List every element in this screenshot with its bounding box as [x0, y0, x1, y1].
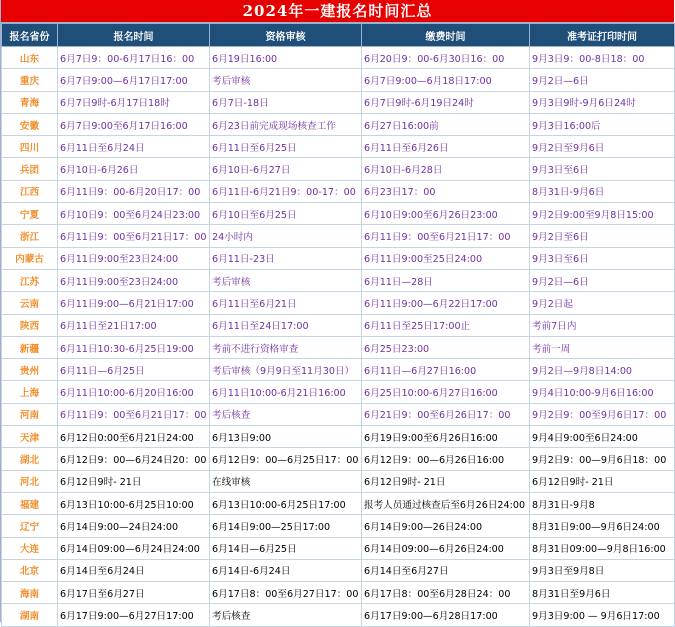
- qualification-review-cell[interactable]: 6月7日-18日: [210, 91, 362, 113]
- payment-time-cell[interactable]: 6月7日9:00—6月18日17:00: [362, 69, 530, 91]
- payment-time-cell[interactable]: 6月14日09:00—6月26日24:00: [362, 537, 530, 559]
- province-cell[interactable]: 新疆: [2, 336, 58, 358]
- admit-card-time-cell[interactable]: 9月2日起: [530, 292, 675, 314]
- admit-card-time-cell[interactable]: 9月2日—6日: [530, 269, 675, 291]
- province-cell[interactable]: 山东: [2, 47, 58, 69]
- admit-card-time-cell[interactable]: 9月2日至9月6日: [530, 136, 675, 158]
- payment-time-cell[interactable]: 6月12日9时- 21日: [362, 470, 530, 492]
- table-row: [2, 470, 675, 492]
- registration-time-cell[interactable]: 6月12日0:00至6月21日24:00: [58, 426, 210, 448]
- table-row: [2, 359, 675, 381]
- qualification-review-cell[interactable]: 6月17日8：00至6月27日17：00: [210, 582, 362, 604]
- table-row: [2, 113, 675, 135]
- registration-time-cell[interactable]: 6月11日9:00—6月21日17:00: [58, 292, 210, 314]
- admit-card-time-cell[interactable]: 9月3日至6日: [530, 247, 675, 269]
- admit-card-time-cell[interactable]: 9月2日9：00—9月6日18：00: [530, 448, 675, 470]
- payment-time-cell[interactable]: 6月17日9:00—6月28日17:00: [362, 604, 530, 626]
- qualification-review-cell[interactable]: 考后审核（9月9日至11月30日）: [210, 359, 362, 381]
- registration-time-cell[interactable]: 6月14日09:00—6月24日24:00: [58, 537, 210, 559]
- payment-time-cell[interactable]: 6月14日9:00—26日24:00: [362, 515, 530, 537]
- province-cell[interactable]: 贵州: [2, 359, 58, 381]
- payment-time-cell[interactable]: 6月19日9:00至6月26日16:00: [362, 426, 530, 448]
- payment-time-cell[interactable]: 报考人员通过核查后至6月26日24:00: [362, 492, 530, 514]
- table-row: [2, 158, 675, 180]
- province-cell[interactable]: 青海: [2, 91, 58, 113]
- province-cell[interactable]: 江苏: [2, 269, 58, 291]
- admit-card-time-cell[interactable]: 9月4日9:00至6日24:00: [530, 426, 675, 448]
- registration-time-cell[interactable]: 6月12日9：00—6月24日20：00: [58, 448, 210, 470]
- table-row: [2, 537, 675, 559]
- table-row: [2, 180, 675, 202]
- registration-time-cell[interactable]: 6月17日9:00—6月27日17:00: [58, 604, 210, 626]
- qualification-review-cell[interactable]: 24小时内: [210, 225, 362, 247]
- registration-time-cell[interactable]: 6月17日至6月27日: [58, 582, 210, 604]
- registration-time-cell[interactable]: 6月12日9时- 21日: [58, 470, 210, 492]
- qualification-review-cell[interactable]: 6月13日10:00-6月25日17:00: [210, 492, 362, 514]
- table-row: [2, 336, 675, 358]
- table-row: [2, 448, 675, 470]
- table-row: [2, 203, 675, 225]
- registration-time-cell[interactable]: 6月11日—6月25日: [58, 359, 210, 381]
- page-title: 2024年一建报名时间汇总: [1, 0, 674, 23]
- table-row: [2, 426, 675, 448]
- qualification-review-cell[interactable]: 考后核查: [210, 604, 362, 626]
- province-cell[interactable]: 海南: [2, 582, 58, 604]
- qualification-review-cell[interactable]: 6月11日至6月21日: [210, 292, 362, 314]
- payment-time-cell[interactable]: 6月12日9：00—6月26日16:00: [362, 448, 530, 470]
- admit-card-time-cell[interactable]: 8月31日至9月6日: [530, 582, 675, 604]
- qualification-review-cell[interactable]: 6月11日-6月21日9：00-17：00: [210, 180, 362, 202]
- payment-time-cell[interactable]: 6月23日17：00: [362, 180, 530, 202]
- table-row: [2, 91, 675, 113]
- qualification-review-cell[interactable]: 考后审核: [210, 269, 362, 291]
- province-cell[interactable]: 湖南: [2, 604, 58, 626]
- admit-card-time-cell[interactable]: 9月2日—9月8日14:00: [530, 359, 675, 381]
- province-cell[interactable]: 福建: [2, 492, 58, 514]
- payment-time-cell[interactable]: 6月14日至6月27日: [362, 559, 530, 581]
- admit-card-time-cell[interactable]: 9月3日9：00-8日18：00: [530, 47, 675, 69]
- table-row: [2, 604, 675, 626]
- table-row: [2, 559, 675, 581]
- admit-card-time-cell[interactable]: 9月3日16:00后: [530, 113, 675, 135]
- registration-time-cell[interactable]: 6月10日-6月26日: [58, 158, 210, 180]
- qualification-review-cell[interactable]: 6月12日9：00—6月25日17：00: [210, 448, 362, 470]
- registration-time-cell[interactable]: 6月7日9:00至6月17日16:00: [58, 113, 210, 135]
- table-row: [2, 492, 675, 514]
- admit-card-time-cell[interactable]: 9月2日9:00至9月8日15:00: [530, 203, 675, 225]
- registration-table: [1, 23, 675, 627]
- header-province: 报名省份: [2, 24, 58, 47]
- qualification-review-cell[interactable]: 6月19日16:00: [210, 47, 362, 69]
- province-cell[interactable]: 陕西: [2, 314, 58, 336]
- admit-card-time-cell[interactable]: 9月4日10:00-9月6日16:00: [530, 381, 675, 403]
- payment-time-cell[interactable]: 6月25日10:00-6月27日16:00: [362, 381, 530, 403]
- registration-time-cell[interactable]: 6月11日至6月24日: [58, 136, 210, 158]
- admit-card-time-cell[interactable]: 9月3日至9月8日: [530, 559, 675, 581]
- registration-time-cell[interactable]: 6月11日9:00至23日24:00: [58, 247, 210, 269]
- table-row: [2, 314, 675, 336]
- header-qualification-review: 资格审核: [210, 24, 362, 47]
- registration-time-cell[interactable]: 6月14日至6月24日: [58, 559, 210, 581]
- province-cell[interactable]: 天津: [2, 426, 58, 448]
- admit-card-time-cell[interactable]: 9月3日9时-9月6日24时: [530, 91, 675, 113]
- payment-time-cell[interactable]: 6月11日9：00至6月21日17：00: [362, 225, 530, 247]
- table-row: [2, 582, 675, 604]
- province-cell[interactable]: 北京: [2, 559, 58, 581]
- registration-time-cell[interactable]: 6月11日9：00-6月20日17：00: [58, 180, 210, 202]
- province-cell[interactable]: 河北: [2, 470, 58, 492]
- qualification-review-cell[interactable]: 6月14日9:00—25日17:00: [210, 515, 362, 537]
- payment-time-cell[interactable]: 6月11日至6月26日: [362, 136, 530, 158]
- qualification-review-cell[interactable]: 6月14日-6月24日: [210, 559, 362, 581]
- province-cell[interactable]: 辽宁: [2, 515, 58, 537]
- admit-card-time-cell[interactable]: 9月3日9:00 — 9月6日17:00: [530, 604, 675, 626]
- payment-time-cell[interactable]: 6月20日9：00-6月30日16：00: [362, 47, 530, 69]
- admit-card-time-cell[interactable]: 6月12日9时- 21日: [530, 470, 675, 492]
- table-row: [2, 292, 675, 314]
- province-cell[interactable]: 重庆: [2, 69, 58, 91]
- qualification-review-cell[interactable]: 在线审核: [210, 470, 362, 492]
- province-cell[interactable]: 内蒙古: [2, 247, 58, 269]
- header-registration-time: 报名时间: [58, 24, 210, 47]
- province-cell[interactable]: 兵团: [2, 158, 58, 180]
- table-row: [2, 47, 675, 69]
- admit-card-time-cell[interactable]: 8月31日-9月8: [530, 492, 675, 514]
- table-row: [2, 136, 675, 158]
- admit-card-time-cell[interactable]: 考前7日内: [530, 314, 675, 336]
- registration-time-cell[interactable]: 6月11日至21日17:00: [58, 314, 210, 336]
- qualification-review-cell[interactable]: 6月13日9:00: [210, 426, 362, 448]
- table-row: [2, 225, 675, 247]
- registration-time-cell[interactable]: 6月11日10:00-6月20日16:00: [58, 381, 210, 403]
- registration-time-cell[interactable]: 6月7日9：00-6月17日16：00: [58, 47, 210, 69]
- table-row: [2, 69, 675, 91]
- payment-time-cell[interactable]: 6月11日9:00至25日24:00: [362, 247, 530, 269]
- table-row: [2, 515, 675, 537]
- payment-time-cell[interactable]: 6月17日8：00至6月28日24：00: [362, 582, 530, 604]
- table-row: [2, 269, 675, 291]
- header-admit-card-time: 准考证打印时间: [530, 24, 675, 47]
- registration-time-cell[interactable]: 6月11日9：00至6月21日17：00: [58, 403, 210, 425]
- province-cell[interactable]: 大连: [2, 537, 58, 559]
- payment-time-cell[interactable]: 6月11日—28日: [362, 269, 530, 291]
- admit-card-time-cell[interactable]: 9月3日至6日: [530, 158, 675, 180]
- admit-card-time-cell[interactable]: 考前一周: [530, 336, 675, 358]
- registration-time-cell[interactable]: 6月11日10:30-6月25日19:00: [58, 336, 210, 358]
- province-cell[interactable]: 江西: [2, 180, 58, 202]
- payment-time-cell[interactable]: 6月7日9时-6月19日24时: [362, 91, 530, 113]
- table-row: [2, 403, 675, 425]
- payment-time-cell[interactable]: 6月11日至25日17:00止: [362, 314, 530, 336]
- province-cell[interactable]: 湖北: [2, 448, 58, 470]
- qualification-review-cell[interactable]: 考后核查: [210, 403, 362, 425]
- admit-card-time-cell[interactable]: 9月2日9：00至9月6日17：00: [530, 403, 675, 425]
- registration-time-cell[interactable]: 6月7日9:00—6月17日17:00: [58, 69, 210, 91]
- qualification-review-cell[interactable]: 6月11日至24日17:00: [210, 314, 362, 336]
- payment-time-cell[interactable]: 6月25日23:00: [362, 336, 530, 358]
- qualification-review-cell[interactable]: 6月10日-6月27日: [210, 158, 362, 180]
- province-cell[interactable]: 四川: [2, 136, 58, 158]
- registration-time-cell[interactable]: 6月11日9:00至23日24:00: [58, 269, 210, 291]
- qualification-review-cell[interactable]: 6月23日前完成现场核查工作: [210, 113, 362, 135]
- payment-time-cell[interactable]: 6月11日—6月27日16:00: [362, 359, 530, 381]
- qualification-review-cell[interactable]: 6月11日至6月25日: [210, 136, 362, 158]
- header-payment-time: 缴费时间: [362, 24, 530, 47]
- registration-time-cell[interactable]: 6月11日9：00至6月21日17：00: [58, 225, 210, 247]
- table-row: [2, 381, 675, 403]
- payment-time-cell[interactable]: 6月10日9:00至6月26日23:00: [362, 203, 530, 225]
- province-cell[interactable]: 上海: [2, 381, 58, 403]
- admit-card-time-cell[interactable]: 8月31日-9月6日: [530, 180, 675, 202]
- province-cell[interactable]: 河南: [2, 403, 58, 425]
- registration-time-cell[interactable]: 6月13日10:00-6月25日10:00: [58, 492, 210, 514]
- payment-time-cell[interactable]: 6月10日-6月28日: [362, 158, 530, 180]
- qualification-review-cell[interactable]: 考前不进行资格审查: [210, 336, 362, 358]
- qualification-review-cell[interactable]: 考后审核: [210, 69, 362, 91]
- table-row: [2, 247, 675, 269]
- header-row: [2, 24, 675, 47]
- admit-card-time-cell[interactable]: 8月31日09:00—9月8日16:00: [530, 537, 675, 559]
- registration-time-cell[interactable]: 6月7日9时-6月17日18时: [58, 91, 210, 113]
- qualification-review-cell[interactable]: 6月11日10:00-6月21日16:00: [210, 381, 362, 403]
- admit-card-time-cell[interactable]: 9月2日至6日: [530, 225, 675, 247]
- province-cell[interactable]: 云南: [2, 292, 58, 314]
- registration-time-cell[interactable]: 6月14日9:00—24日24:00: [58, 515, 210, 537]
- province-cell[interactable]: 安徽: [2, 113, 58, 135]
- payment-time-cell[interactable]: 6月21日9：00至6月26日17：00: [362, 403, 530, 425]
- qualification-review-cell[interactable]: 6月14日—6月25日: [210, 537, 362, 559]
- payment-time-cell[interactable]: 6月11日9:00—6月22日17:00: [362, 292, 530, 314]
- qualification-review-cell[interactable]: 6月11日-23日: [210, 247, 362, 269]
- registration-time-cell[interactable]: 6月10日9：00至6月24日23:00: [58, 203, 210, 225]
- admit-card-time-cell[interactable]: 8月31日9:00—9月6日24:00: [530, 515, 675, 537]
- payment-time-cell[interactable]: 6月27日16:00前: [362, 113, 530, 135]
- admit-card-time-cell[interactable]: 9月2日—6日: [530, 69, 675, 91]
- province-cell[interactable]: 浙江: [2, 225, 58, 247]
- qualification-review-cell[interactable]: 6月10日至6月25日: [210, 203, 362, 225]
- province-cell[interactable]: 宁夏: [2, 203, 58, 225]
